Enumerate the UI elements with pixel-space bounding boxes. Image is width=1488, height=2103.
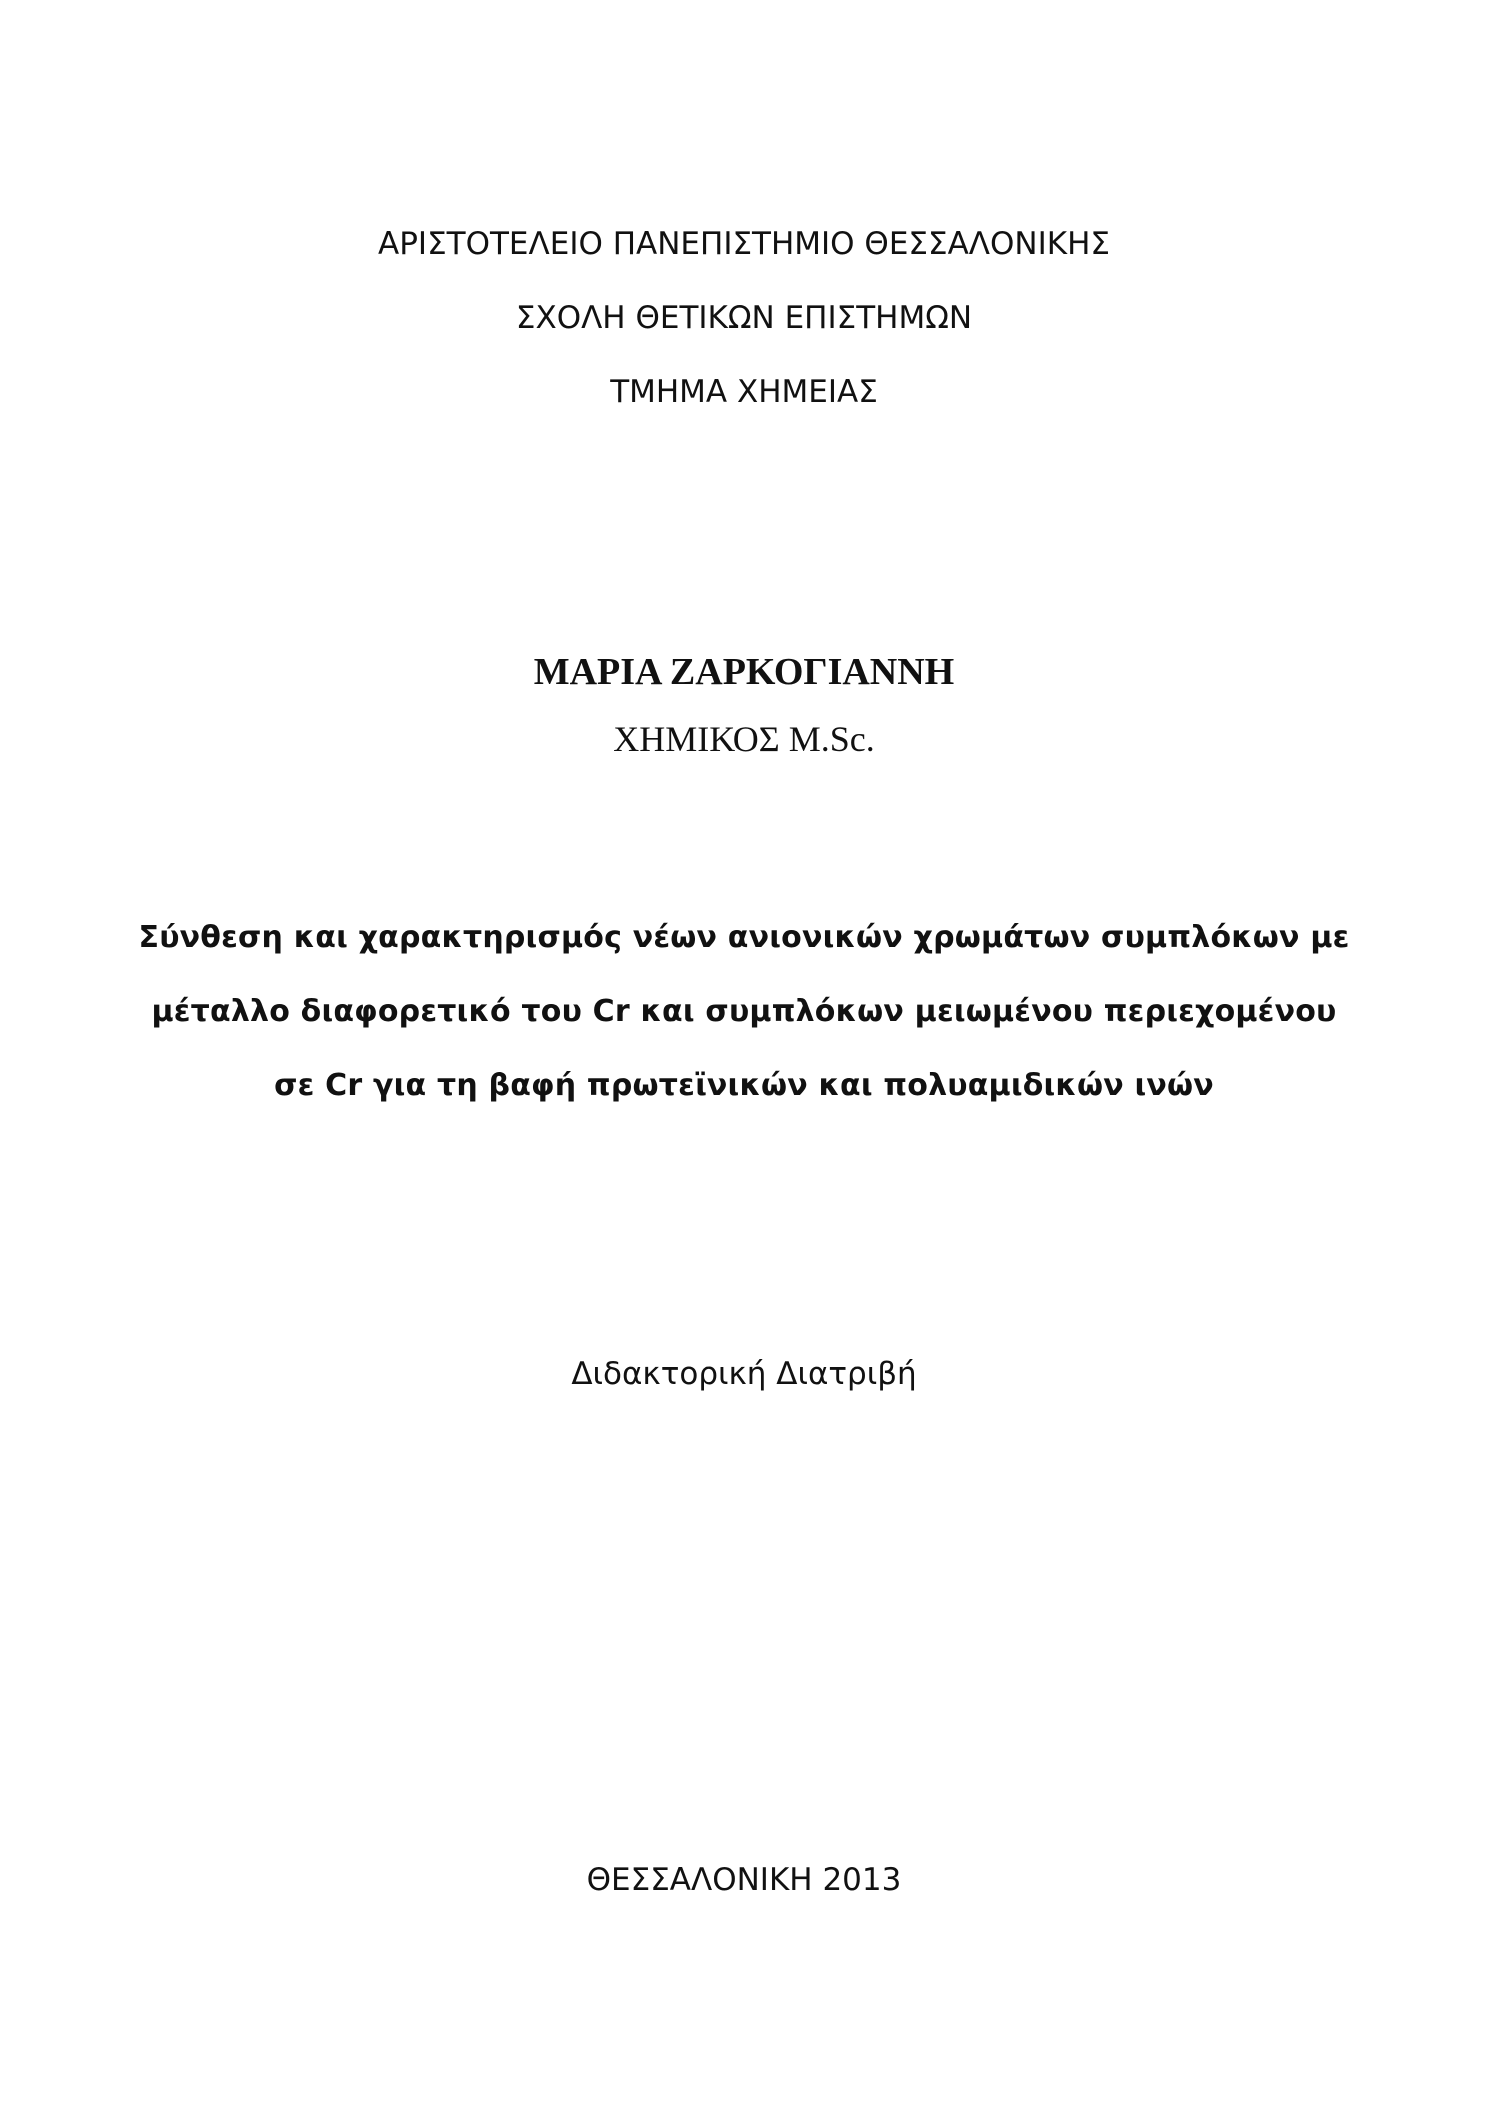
place-and-year: ΘΕΣΣΑΛΟΝΙΚΗ 2013 [586, 1862, 902, 1898]
author-name: ΜΑΡΙΑ ΖΑΡΚΟΓΙΑΝΝΗ [533, 651, 955, 693]
university-name: ΑΡΙΣΤΟΤΕΛΕΙΟ ΠΑΝΕΠΙΣΤΗΜΙΟ ΘΕΣΣΑΛΟΝΙΚΗΣ [378, 226, 1110, 262]
thesis-title-line-3: σε Cr για τη βαφή πρωτεϊνικών και πολυαμιδικών ινών [274, 1068, 1214, 1103]
thesis-title-line-2: μέταλλο διαφορετικό του Cr και συμπλόκων μειωμένου περιεχομένου [151, 994, 1337, 1029]
author-degree: ΧΗΜΙΚΟΣ M.Sc. [613, 719, 875, 759]
school-name: ΣΧΟΛΗ ΘΕΤΙΚΩΝ ΕΠΙΣΤΗΜΩΝ [515, 300, 973, 336]
department-name: ΤΜΗΜΑ ΧΗΜΕΙΑΣ [610, 374, 878, 410]
thesis-type: Διδακτορική Διατριβή [571, 1356, 917, 1392]
thesis-title-line-1: Σύνθεση και χαρακτηρισμός νέων ανιονικών χρωμάτων συμπλόκων με [138, 920, 1350, 955]
